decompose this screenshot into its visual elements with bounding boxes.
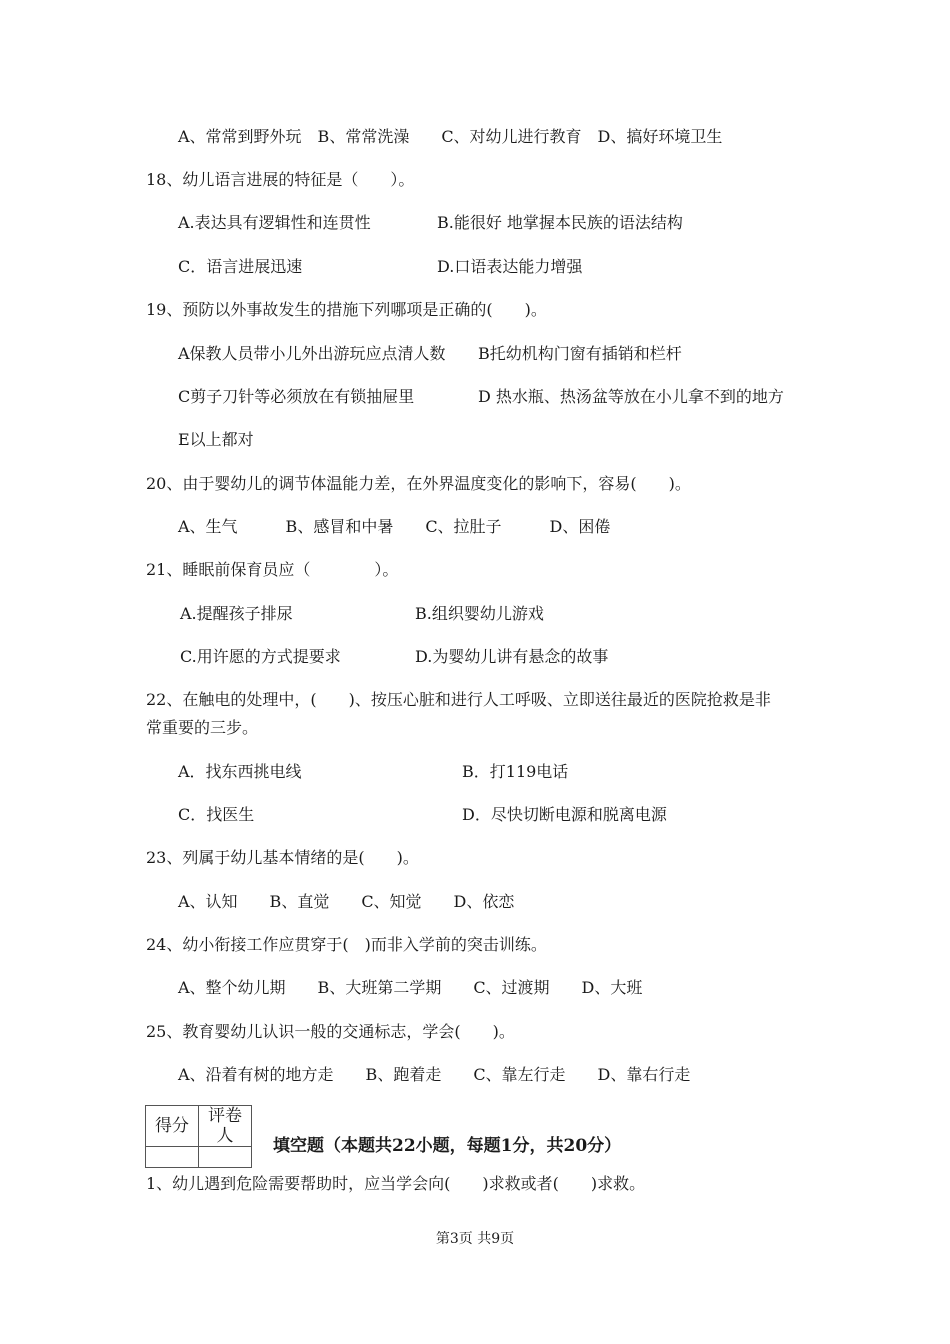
q20-stem: 20、由于婴幼儿的调节体温能力差，在外界温度变化的影响下，容易( )。 xyxy=(146,474,691,493)
grader-header: 评卷人 xyxy=(199,1106,252,1147)
q22-option-c: C．找医生 xyxy=(178,805,255,824)
q19-option-b: B托幼机构门窗有插销和栏杆 xyxy=(478,344,682,363)
score-cell[interactable] xyxy=(146,1147,199,1168)
q21-option-c: C.用许愿的方式提要求 xyxy=(180,647,341,666)
q19-stem: 19、预防以外事故发生的措施下列哪项是正确的( )。 xyxy=(146,300,547,319)
q21-option-b: B.组织婴幼儿游戏 xyxy=(415,604,544,623)
q17-options: A、常常到野外玩 B、常常洗澡 C、对幼儿进行教育 D、搞好环境卫生 xyxy=(178,127,723,146)
q22-option-a: A．找东西挑电线 xyxy=(178,762,302,781)
q20-options: A、生气 B、感冒和中暑 C、拉肚子 D、困倦 xyxy=(178,517,611,536)
q21-option-d: D.为婴幼儿讲有悬念的故事 xyxy=(415,647,609,666)
score-header: 得分 xyxy=(146,1106,199,1147)
q19-option-d: D 热水瓶、热汤盆等放在小儿拿不到的地方 xyxy=(478,387,784,406)
q25-stem: 25、教育婴幼儿认识一般的交通标志，学会( )。 xyxy=(146,1022,515,1041)
q18-option-a: A.表达具有逻辑性和连贯性 xyxy=(178,213,371,232)
q18-option-c: C．语言进展迅速 xyxy=(178,257,303,276)
q19-option-e: E以上都对 xyxy=(178,430,254,449)
q24-stem: 24、幼小衔接工作应贯穿于( )而非入学前的突击训练。 xyxy=(146,935,547,954)
q21-option-a: A.提醒孩子排尿 xyxy=(180,604,293,623)
q18-option-d: D.口语表达能力增强 xyxy=(437,257,583,276)
page-footer: 第3页 共9页 xyxy=(435,1231,515,1247)
q22-stem-line1: 22、在触电的处理中，( )、按压心脏和进行人工呼吸、立即送往最近的医院抢救是非 xyxy=(146,690,771,709)
q18-option-b: B.能很好 地掌握本民族的语法结构 xyxy=(437,213,683,232)
q22-stem-line2: 常重要的三步。 xyxy=(146,718,259,737)
q21-stem: 21、睡眠前保育员应（ ）。 xyxy=(146,560,399,579)
q19-option-c: C剪子刀针等必须放在有锁抽屉里 xyxy=(178,387,415,406)
section-title: 填空题（本题共22小题，每题1分，共20分） xyxy=(273,1136,622,1156)
q24-options: A、整个幼儿期 B、大班第二学期 C、过渡期 D、大班 xyxy=(178,978,643,997)
q18-stem: 18、幼儿语言进展的特征是（ ）。 xyxy=(146,170,415,189)
q23-options: A、认知 B、直觉 C、知觉 D、依恋 xyxy=(178,892,515,911)
q22-option-d: D．尽快切断电源和脱离电源 xyxy=(462,805,667,824)
fill-q1: 1、幼儿遇到危险需要帮助时，应当学会向( )求救或者( )求救。 xyxy=(146,1174,646,1193)
q23-stem: 23、列属于幼儿基本情绪的是( )。 xyxy=(146,848,419,867)
grader-cell[interactable] xyxy=(199,1147,252,1168)
q22-option-b: B．打119电话 xyxy=(462,762,569,781)
score-table xyxy=(145,1105,252,1168)
q25-options: A、沿着有树的地方走 B、跑着走 C、靠左行走 D、靠右行走 xyxy=(178,1065,691,1084)
q19-option-a: A保教人员带小儿外出游玩应点清人数 xyxy=(178,344,446,363)
